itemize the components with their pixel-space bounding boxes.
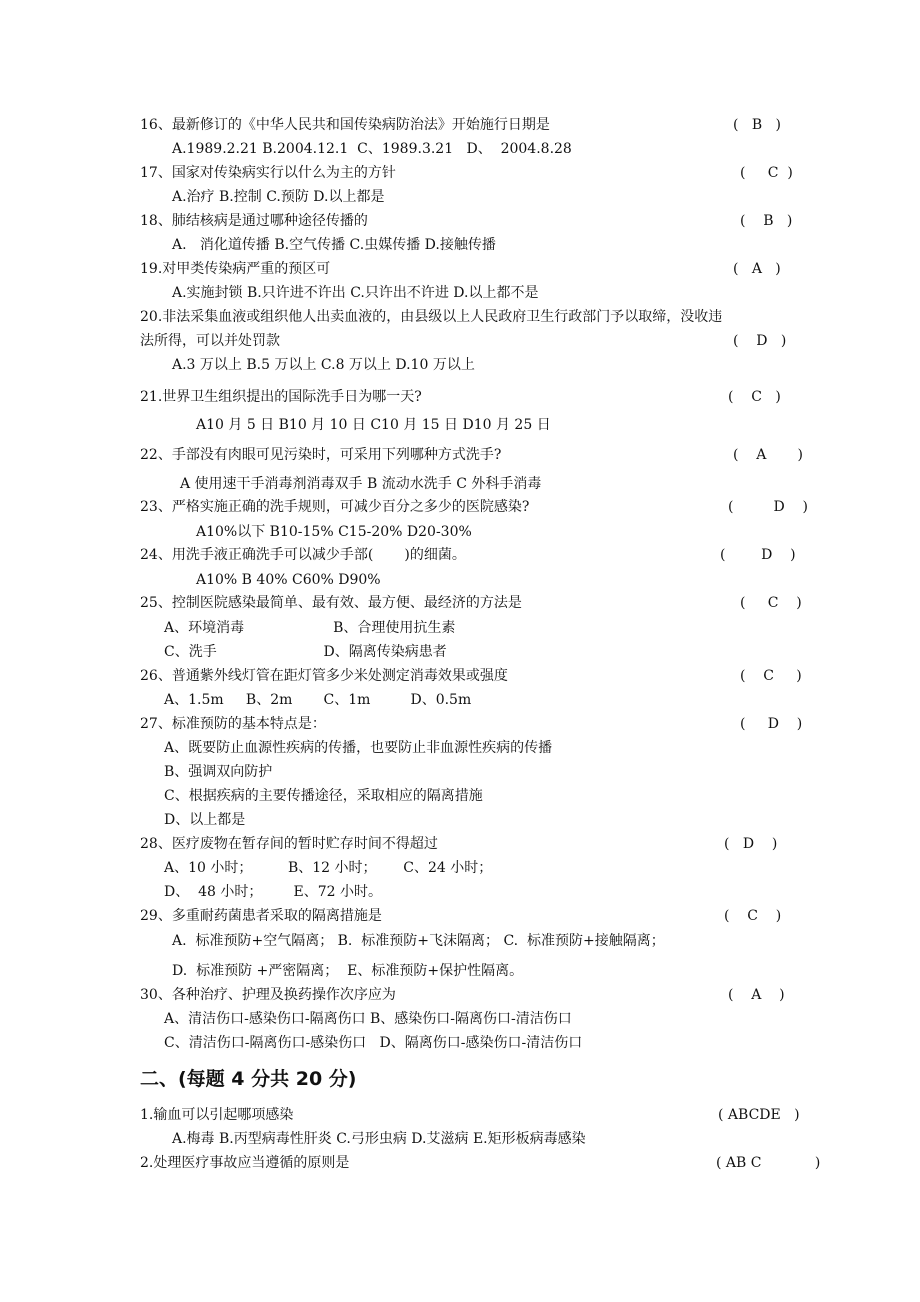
options-21: A10 月 5 日 B10 月 10 日 C10 月 15 日 D10 月 25 日 bbox=[196, 417, 551, 433]
answer-29: ( C ) bbox=[724, 908, 782, 924]
question-20-cont: 法所得，可以并处罚款 bbox=[140, 333, 280, 349]
s2-options-1: A.梅毒 B.丙型病毒性肝炎 C.弓形虫病 D.艾滋病 E.矩形板病毒感染 bbox=[172, 1131, 586, 1147]
question-30: 30、各种治疗、护理及换药操作次序应为 bbox=[140, 987, 396, 1003]
question-22: 22、手部没有肉眼可见污染时，可采用下列哪种方式洗手? bbox=[140, 447, 502, 463]
answer-25: ( C ) bbox=[740, 595, 802, 611]
s2-question-2: 2.处理医疗事故应当遵循的原则是 bbox=[140, 1155, 350, 1171]
answer-16: ( B ) bbox=[733, 117, 781, 133]
options-24: A10% B 40% C60% D90% bbox=[196, 572, 381, 588]
section-heading: 二、(每题 4 分共 20 分) bbox=[140, 1068, 357, 1090]
answer-30: ( A ) bbox=[728, 987, 785, 1003]
answer-17: ( C ) bbox=[740, 165, 793, 181]
options-27-c: C、根据疾病的主要传播途径，采取相应的隔离措施 bbox=[164, 788, 483, 804]
options-18: A. 消化道传播 B.空气传播 C.虫媒传播 D.接触传播 bbox=[172, 237, 496, 253]
answer-21: ( C ) bbox=[728, 389, 781, 405]
answer-28: ( D ) bbox=[724, 836, 778, 852]
options-26: A、1.5m B、2m C、1m D、0.5m bbox=[164, 692, 472, 708]
answer-19: ( A ) bbox=[733, 261, 781, 277]
options-30-line1: A、清洁伤口-感染伤口-隔离伤口 B、感染伤口-隔离伤口-清洁伤口 bbox=[164, 1011, 572, 1027]
options-28-line1: A、10 小时； B、12 小时； C、24 小时； bbox=[164, 860, 493, 876]
question-19: 19.对甲类传染病严重的预区可 bbox=[140, 261, 331, 277]
question-16: 16、最新修订的《中华人民共和国传染病防治法》开始施行日期是 bbox=[140, 117, 550, 133]
question-26: 26、普通紫外线灯管在距灯管多少米处测定消毒效果或强度 bbox=[140, 668, 508, 684]
options-27-d: D、以上都是 bbox=[164, 812, 246, 828]
question-29: 29、多重耐药菌患者采取的隔离措施是 bbox=[140, 908, 382, 924]
question-20: 20.非法采集血液或组织他人出卖血液的，由县级以上人民政府卫生行政部门予以取缔，没收违 bbox=[140, 309, 723, 325]
options-30-line2: C、清洁伤口-隔离伤口-感染伤口 D、隔离伤口-感染伤口-清洁伤口 bbox=[164, 1035, 583, 1051]
options-16: A.1989.2.21 B.2004.12.1 C、1989.3.21 D、 2004.8.28 bbox=[172, 141, 572, 157]
options-25-line1: A、环境消毒 B、合理使用抗生素 bbox=[164, 620, 456, 636]
answer-18: ( B ) bbox=[740, 213, 793, 229]
options-25-line2: C、洗手 D、隔离传染病患者 bbox=[164, 644, 447, 660]
options-28-line2: D、 48 小时； E、72 小时。 bbox=[164, 884, 383, 900]
answer-20: ( D ) bbox=[733, 333, 787, 349]
question-23: 23、严格实施正确的洗手规则，可减少百分之多少的医院感染? bbox=[140, 499, 530, 515]
options-19: A.实施封锁 B.只许进不许出 C.只许出不许进 D.以上都不是 bbox=[172, 285, 539, 301]
options-27-b: B、强调双向防护 bbox=[164, 764, 273, 780]
question-25: 25、控制医院感染最简单、最有效、最方便、最经济的方法是 bbox=[140, 595, 522, 611]
s2-answer-2: ( AB C ) bbox=[716, 1155, 821, 1171]
s2-answer-1: ( ABCDE ) bbox=[718, 1107, 800, 1123]
options-17: A.治疗 B.控制 C.预防 D.以上都是 bbox=[172, 189, 385, 205]
options-22: A 使用速干手消毒剂消毒双手 B 流动水洗手 C 外科手消毒 bbox=[180, 476, 542, 492]
answer-27: ( D ) bbox=[740, 716, 803, 732]
options-20: A.3 万以上 B.5 万以上 C.8 万以上 D.10 万以上 bbox=[172, 357, 475, 373]
options-29-line1: A. 标准预防+空气隔离； B. 标准预防+飞沫隔离； C. 标准预防+接触隔离； bbox=[172, 933, 665, 949]
options-27-a: A、既要防止血源性疾病的传播，也要防止非血源性疾病的传播 bbox=[164, 740, 553, 756]
question-27: 27、标准预防的基本特点是： bbox=[140, 716, 326, 732]
options-29-line2: D. 标准预防 +严密隔离； E、标准预防+保护性隔离。 bbox=[172, 963, 524, 979]
question-28: 28、医疗废物在暂存间的暂时贮存时间不得超过 bbox=[140, 836, 438, 852]
s2-question-1: 1.输血可以引起哪项感染 bbox=[140, 1107, 294, 1123]
question-21: 21.世界卫生组织提出的国际洗手日为哪一天? bbox=[140, 389, 422, 405]
options-23: A10%以下 B10-15% C15-20% D20-30% bbox=[196, 524, 472, 540]
answer-22: ( A ) bbox=[733, 447, 803, 463]
answer-24: ( D ) bbox=[720, 547, 796, 563]
question-18: 18、肺结核病是通过哪种途径传播的 bbox=[140, 213, 368, 229]
answer-23: ( D ) bbox=[728, 499, 809, 515]
answer-26: ( C ) bbox=[740, 668, 802, 684]
question-24: 24、用洗手液正确洗手可以减少手部( )的细菌。 bbox=[140, 547, 466, 563]
question-17: 17、国家对传染病实行以什么为主的方针 bbox=[140, 165, 396, 181]
